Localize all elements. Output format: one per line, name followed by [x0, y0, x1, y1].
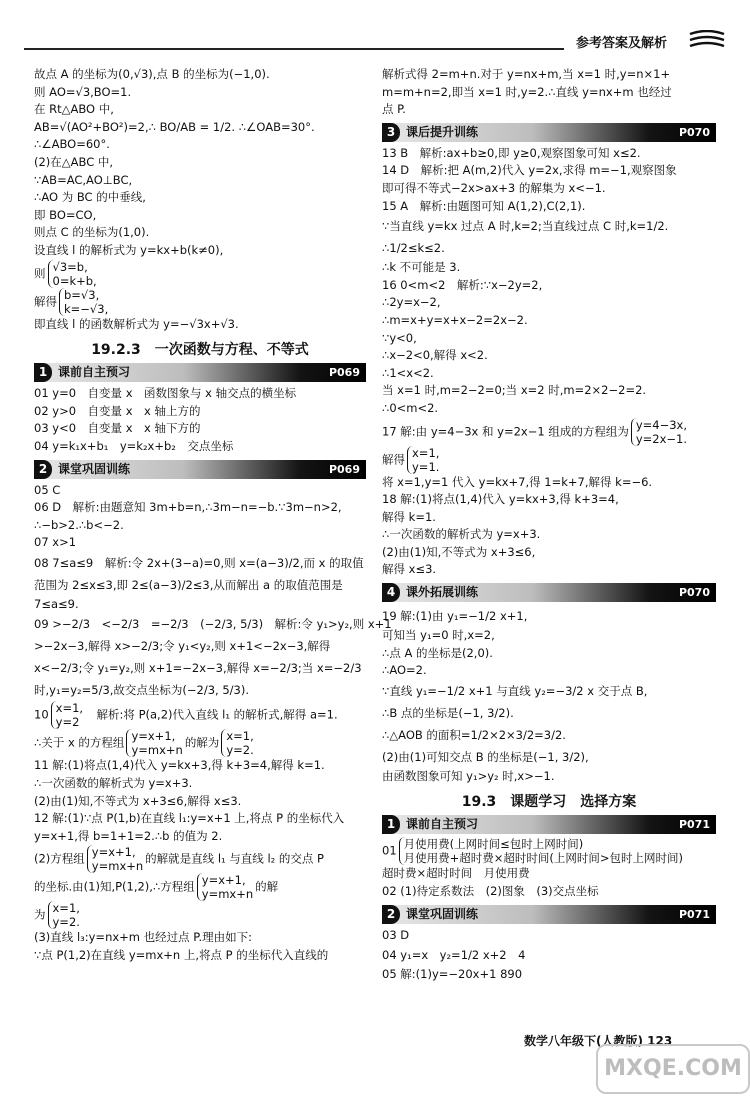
line-text: 05 解:(1)y=−20x+1 890	[382, 967, 523, 982]
answer-line	[382, 180, 716, 198]
page-header	[24, 28, 726, 54]
answer-line	[382, 865, 716, 883]
line-text: 即 BO=CO,	[34, 207, 97, 222]
line-text: 17 解:由 y=4−3x 和 y=2x−1 组成的方程组为	[382, 424, 629, 438]
answer-line	[382, 561, 716, 579]
answer-line	[382, 418, 716, 446]
line-text: m=m+n=2,即当 x=1 时,y=2.∴直线 y=nx+m 也经过	[382, 84, 672, 99]
line-text: 03 y<0 自变量 x x 轴下方的	[34, 421, 201, 436]
line-text: ∴B 点的坐标是(−1, 3/2).	[382, 705, 514, 720]
answer-line	[382, 662, 716, 680]
equation-line: y=mx+n	[131, 743, 183, 758]
line-text: 19 解:(1)由 y₁=−1/2 x+1,	[382, 609, 528, 624]
equation-system-brace	[51, 701, 83, 729]
line-text: 14 D 解析:把 A(m,2)代入 y=2x,求得 m=−1,观察图象	[382, 163, 677, 178]
line-text: ∴1/2≤k≤2.	[382, 241, 445, 256]
line-text: ∴一次函数的解析式为 y=x+3.	[382, 527, 541, 542]
equation-line: x=1,	[52, 901, 80, 916]
line-text: 解得 x≤3.	[382, 562, 437, 577]
answer-line	[34, 119, 366, 137]
equation-line: y=x+1,	[131, 729, 176, 744]
answer-line	[34, 793, 366, 811]
equation-system-brace	[126, 729, 182, 757]
answer-line	[34, 172, 366, 190]
practice-section-header	[382, 905, 716, 924]
answer-line	[34, 552, 366, 574]
line-text: (2)由(1)知,不等式为 x+3≤6,解得 x≤3.	[34, 793, 242, 808]
section-label: 课堂巩固训练	[58, 461, 131, 476]
book-stack-icon	[688, 30, 726, 50]
equation-line: y=2.	[226, 743, 254, 758]
left-column	[34, 66, 392, 965]
equation-line: k=−√3,	[64, 301, 109, 316]
answer-line	[34, 84, 366, 102]
page-reference: P069	[328, 366, 360, 380]
answer-line	[382, 277, 716, 295]
equation-line: y=mx+n	[201, 887, 254, 902]
equation-system-brace	[59, 288, 108, 316]
line-text: 08 7≤a≤9 解析:令 2x+(3−a)=0,则 x=(a−3)/2,而 x 的取值	[34, 555, 364, 570]
equation-system-brace	[87, 845, 143, 873]
answer-line	[34, 499, 366, 517]
practice-section-header	[382, 583, 716, 602]
answer-line	[382, 509, 716, 527]
answer-line	[382, 680, 716, 702]
line-text: ∵直线 y₁=−1/2 x+1 与直线 y₂=−3/2 x 交于点 B,	[382, 683, 648, 698]
header-rule	[24, 48, 564, 50]
answer-line	[34, 385, 366, 403]
answer-line	[382, 526, 716, 544]
answer-line	[34, 534, 366, 552]
header-title: 参考答案及解析	[576, 36, 668, 51]
line-text: ∴0<m<2.	[382, 400, 439, 415]
answer-line	[382, 259, 716, 277]
line-text: 7≤a≤9.	[34, 596, 79, 611]
section-label: 课后提升训练	[406, 124, 479, 139]
section-number-badge: 3	[382, 123, 400, 142]
answer-line	[34, 574, 366, 596]
answer-line	[34, 242, 366, 260]
answer-line	[34, 701, 366, 729]
page-reference: P070	[678, 586, 710, 600]
line-text: 02 (1)待定系数法 (2)图象 (3)交点坐标	[382, 884, 599, 899]
line-text: 解析式得 2=m+n.对于 y=nx+m,当 x=1 时,y=n×1+	[382, 67, 671, 81]
answer-line	[34, 136, 366, 154]
section-title: 19.2.3 一次函数与方程、不等式	[91, 342, 309, 359]
answer-line	[34, 873, 366, 901]
answer-line	[34, 613, 392, 635]
line-text: ∴一次函数的解析式为 y=x+3.	[34, 776, 193, 791]
line-text: 04 y₁=x y₂=1/2 x+2 4	[382, 948, 526, 963]
answer-line	[382, 66, 716, 84]
practice-section-header	[382, 123, 716, 142]
line-text: 10	[34, 707, 49, 722]
answer-line	[34, 438, 366, 456]
line-text: 将 x=1,y=1 代入 y=kx+7,得 1=k+7,解得 k=−6.	[382, 474, 653, 489]
equation-system-brace	[197, 873, 253, 901]
practice-section-header	[34, 460, 366, 479]
line-text: (2)在△ABC 中,	[34, 154, 114, 169]
equation-line: x=1,	[55, 701, 84, 716]
line-text: 01	[382, 843, 397, 858]
line-text: AB=√(AO²+BO²)=2,∴ BO/AB = 1/2. ∴∠OAB=30°.	[34, 119, 315, 134]
line-text: 的解就是直线 l₁ 与直线 l₂ 的交点 P	[145, 851, 324, 866]
line-text: ∴∠ABO=60°.	[34, 137, 110, 152]
answer-line	[382, 746, 716, 768]
section-number-badge: 2	[382, 905, 400, 924]
answer-line	[34, 947, 366, 965]
answer-line	[382, 768, 716, 786]
equation-line: y=mx+n	[91, 859, 144, 874]
answer-line	[382, 927, 716, 945]
page-reference: P071	[678, 818, 710, 832]
line-text: 范围为 2≤x≤3,即 2≤(a−3)/2≤3,从而解出 a 的取值范围是	[34, 577, 343, 592]
equation-line: y=1.	[412, 459, 440, 474]
equation-system-brace	[407, 446, 439, 474]
equation-line: x=1,	[412, 445, 440, 460]
equation-line: b=√3,	[64, 287, 100, 302]
line-text: ∴m=x+y=x+x−2=2x−2.	[382, 312, 528, 327]
equation-line: y=2.	[52, 915, 80, 930]
answer-line	[34, 101, 366, 119]
section-number-badge: 4	[382, 583, 400, 602]
line-text: 点 P.	[382, 102, 406, 117]
section-label: 课前自主预习	[58, 365, 131, 380]
line-text: 13 B 解析:ax+b≥0,即 y≥0,观察图象可知 x≤2.	[382, 145, 641, 160]
answer-line	[382, 491, 716, 509]
answer-line	[382, 237, 716, 259]
line-text: 18 解:(1)将点(1,4)代入 y=kx+3,得 k+3=4,	[382, 492, 619, 507]
answer-line	[34, 420, 366, 438]
right-column	[382, 66, 716, 984]
equation-line: y=x+1,	[201, 873, 246, 888]
answer-line	[34, 810, 366, 828]
answer-line	[382, 605, 716, 627]
answer-line	[382, 883, 716, 901]
section-label: 课堂巩固训练	[406, 906, 479, 921]
equation-system-brace	[48, 260, 97, 288]
equation-line: 月使用费(上网时间≤包时上网时间)	[403, 837, 584, 852]
answer-line	[34, 596, 366, 614]
line-text: 可知当 y₁=0 时,x=2,	[382, 628, 495, 643]
answer-line	[382, 215, 716, 237]
line-text: 当 x=1 时,m=2−2=0;当 x=2 时,m=2×2−2=2.	[382, 383, 647, 398]
line-text: (2)由(1)可知交点 B 的坐标是(−1, 3/2),	[382, 749, 589, 764]
answer-line	[382, 294, 716, 312]
equation-line: y=4−3x,	[635, 417, 687, 432]
line-text: 则点 C 的坐标为(1,0).	[34, 225, 150, 240]
answer-line	[382, 645, 716, 663]
page-reference: P071	[678, 907, 710, 921]
equation-line: 0=k+b,	[52, 273, 97, 288]
equation-line: 月使用费+超时费×超时时间(上网时间>包时上网时间)	[403, 851, 684, 866]
section-label: 课外拓展训练	[406, 585, 479, 600]
answer-line	[34, 207, 366, 225]
answer-line	[382, 198, 716, 216]
answer-line	[382, 944, 716, 966]
answer-line	[382, 365, 716, 383]
equation-line: y=x+1,	[91, 845, 136, 860]
line-text: 解得 k=1.	[382, 509, 436, 524]
answer-line	[34, 224, 366, 242]
line-text: (3)直线 l₃:y=nx+m 也经过点 P.理由如下:	[34, 930, 252, 945]
equation-line: y=2	[55, 715, 80, 730]
equation-system-brace	[48, 901, 80, 929]
answer-line	[34, 288, 366, 316]
line-text: ∴关于 x 的方程组	[34, 735, 125, 750]
line-text: ∴1<x<2.	[382, 365, 434, 380]
answer-line	[34, 189, 366, 207]
line-text: ∵y<0,	[382, 330, 417, 345]
line-text: 的解为	[184, 735, 220, 750]
practice-section-header	[382, 815, 716, 834]
watermark-logo: MXQE.COM	[596, 1044, 750, 1094]
line-text: 时,y₁=y₂=5/3,故交点坐标为(−2/3, 5/3).	[34, 683, 250, 698]
answer-line	[34, 316, 366, 334]
line-text: 15 A 解析:由题图可知 A(1,2),C(2,1).	[382, 198, 586, 213]
answer-line	[34, 635, 366, 657]
line-text: 09 >−2/3 <−2/3 =−2/3 (−2/3, 5/3) 解析:令 y₁>y₂,则 x+1	[34, 617, 392, 632]
line-text: >−2x−3,解得 x>−2/3;令 y₁<y₂,则 x+1<−2x−3,解得	[34, 639, 331, 654]
answer-line	[34, 517, 366, 535]
answer-line	[382, 145, 716, 163]
line-text: 由函数图象可知 y₁>y₂ 时,x>−1.	[382, 768, 555, 783]
line-text: x<−2/3;令 y₁=y₂,则 x+1=−2x−3,解得 x=−2/3;当 x=−2/3	[34, 661, 362, 676]
line-text: 解得	[34, 294, 57, 309]
answer-line	[382, 446, 716, 474]
line-text: ∴2y=x−2,	[382, 295, 441, 310]
answer-line	[34, 260, 366, 288]
line-text: ∴k 不可能是 3.	[382, 260, 461, 275]
answer-line	[34, 482, 366, 500]
line-text: 12 解:(1)∵点 P(1,b)在直线 l₁:y=x+1 上,将点 P 的坐标代入	[34, 811, 345, 826]
answer-line	[34, 403, 366, 421]
line-text: 的坐标.由(1)知,P(1,2),∴方程组	[34, 879, 195, 894]
line-text: 即直线 l 的函数解析式为 y=−√3x+√3.	[34, 316, 239, 331]
page-reference: P069	[328, 462, 360, 476]
section-number-badge: 2	[34, 460, 52, 479]
line-text: ∴△AOB 的面积=1/2×2×3/2=3/2.	[382, 727, 566, 742]
section-number-badge: 1	[382, 815, 400, 834]
line-text: (2)由(1)知,不等式为 x+3≤6,	[382, 544, 536, 559]
section-number-badge: 1	[34, 363, 52, 382]
line-text: ∵当直线 y=kx 过点 A 时,k=2;当直线过点 C 时,k=1/2.	[382, 219, 669, 234]
line-text: 即可得不等式−2x>ax+3 的解集为 x<−1.	[382, 180, 606, 195]
answer-line	[382, 966, 716, 984]
answer-line	[34, 929, 366, 947]
line-text: 则 AO=√3,BO=1.	[34, 84, 132, 99]
line-text: 05 C	[34, 482, 61, 497]
line-text: ∵点 P(1,2)在直线 y=mx+n 上,将点 P 的坐标代入直线的	[34, 948, 329, 963]
line-text: 02 y>0 自变量 x x 轴上方的	[34, 403, 201, 418]
line-text: ∴x−2<0,解得 x<2.	[382, 348, 488, 363]
answer-line	[34, 66, 366, 84]
equation-system-brace	[631, 418, 687, 446]
answer-line	[382, 837, 716, 865]
line-text: ∵AB=AC,AO⊥BC,	[34, 172, 133, 187]
section-label: 课前自主预习	[406, 817, 479, 832]
answer-line	[382, 544, 716, 562]
line-text: ∴−b>2.∴b<−2.	[34, 517, 124, 532]
equation-line: x=1,	[226, 729, 254, 744]
answer-line	[34, 901, 366, 929]
answer-line	[34, 154, 366, 172]
answer-line	[382, 702, 716, 724]
answer-line	[382, 101, 716, 119]
line-text: 在 Rt△ABO 中,	[34, 102, 114, 117]
line-text: 07 x>1	[34, 535, 77, 550]
line-text: ∴AO=2.	[382, 663, 427, 678]
line-text: (2)方程组	[34, 851, 85, 866]
line-text: y=x+1,得 b=1+1=2.∴b 的值为 2.	[34, 828, 223, 843]
answer-line	[34, 775, 366, 793]
answer-line	[382, 400, 716, 418]
equation-system-brace	[221, 729, 253, 757]
line-text: 的解	[255, 879, 279, 894]
line-text: 11 解:(1)将点(1,4)代入 y=kx+3,得 k+3=4,解得 k=1.	[34, 758, 325, 773]
line-text: 03 D	[382, 927, 410, 942]
line-text: 16 0<m<2 解析:∵x−2y=2,	[382, 277, 543, 292]
line-text: 解得	[382, 452, 405, 466]
answer-line	[34, 757, 366, 775]
answer-line	[382, 347, 716, 365]
line-text: 06 D 解析:由题意知 3m+b=n,∴3m−n=−b.∵3m−n>2,	[34, 500, 342, 515]
answer-line	[34, 679, 366, 701]
practice-section-header	[34, 363, 366, 382]
answer-line	[382, 330, 716, 348]
page-footer: 数学八年级下(人教版) 123	[524, 1034, 673, 1048]
line-text: ∴点 A 的坐标是(2,0).	[382, 645, 493, 660]
answer-line	[382, 162, 716, 180]
answer-line	[382, 84, 716, 102]
line-text: 故点 A 的坐标为(0,√3),点 B 的坐标为(−1,0).	[34, 67, 270, 81]
line-text: 为	[34, 907, 46, 922]
answer-line	[382, 312, 716, 330]
line-text: ∴AO 为 BC 的中垂线,	[34, 190, 146, 205]
answer-line	[382, 382, 716, 400]
answer-line	[382, 474, 716, 492]
line-text: 解析:将 P(a,2)代入直线 l₁ 的解析式,解得 a=1.	[85, 707, 338, 722]
answer-line	[382, 627, 716, 645]
line-text: 设直线 l 的解析式为 y=kx+b(k≠0),	[34, 242, 224, 257]
equation-line: √3=b,	[52, 259, 88, 274]
equation-system-brace	[399, 837, 683, 865]
line-text: 则	[34, 266, 46, 281]
answer-line	[34, 729, 366, 757]
line-text: 01 y=0 自变量 x 函数图象与 x 轴交点的横坐标	[34, 386, 297, 401]
line-text: 04 y=k₁x+b₁ y=k₂x+b₂ 交点坐标	[34, 438, 234, 453]
answer-line	[382, 724, 716, 746]
page-reference: P070	[678, 125, 710, 139]
equation-line: y=2x−1.	[635, 431, 687, 446]
section-title: 19.3 课题学习 选择方案	[461, 794, 637, 811]
line-text: 超时费×超时时间 月使用费	[382, 866, 530, 881]
answer-line	[34, 828, 366, 846]
answer-line	[34, 657, 366, 679]
answer-line	[34, 845, 366, 873]
